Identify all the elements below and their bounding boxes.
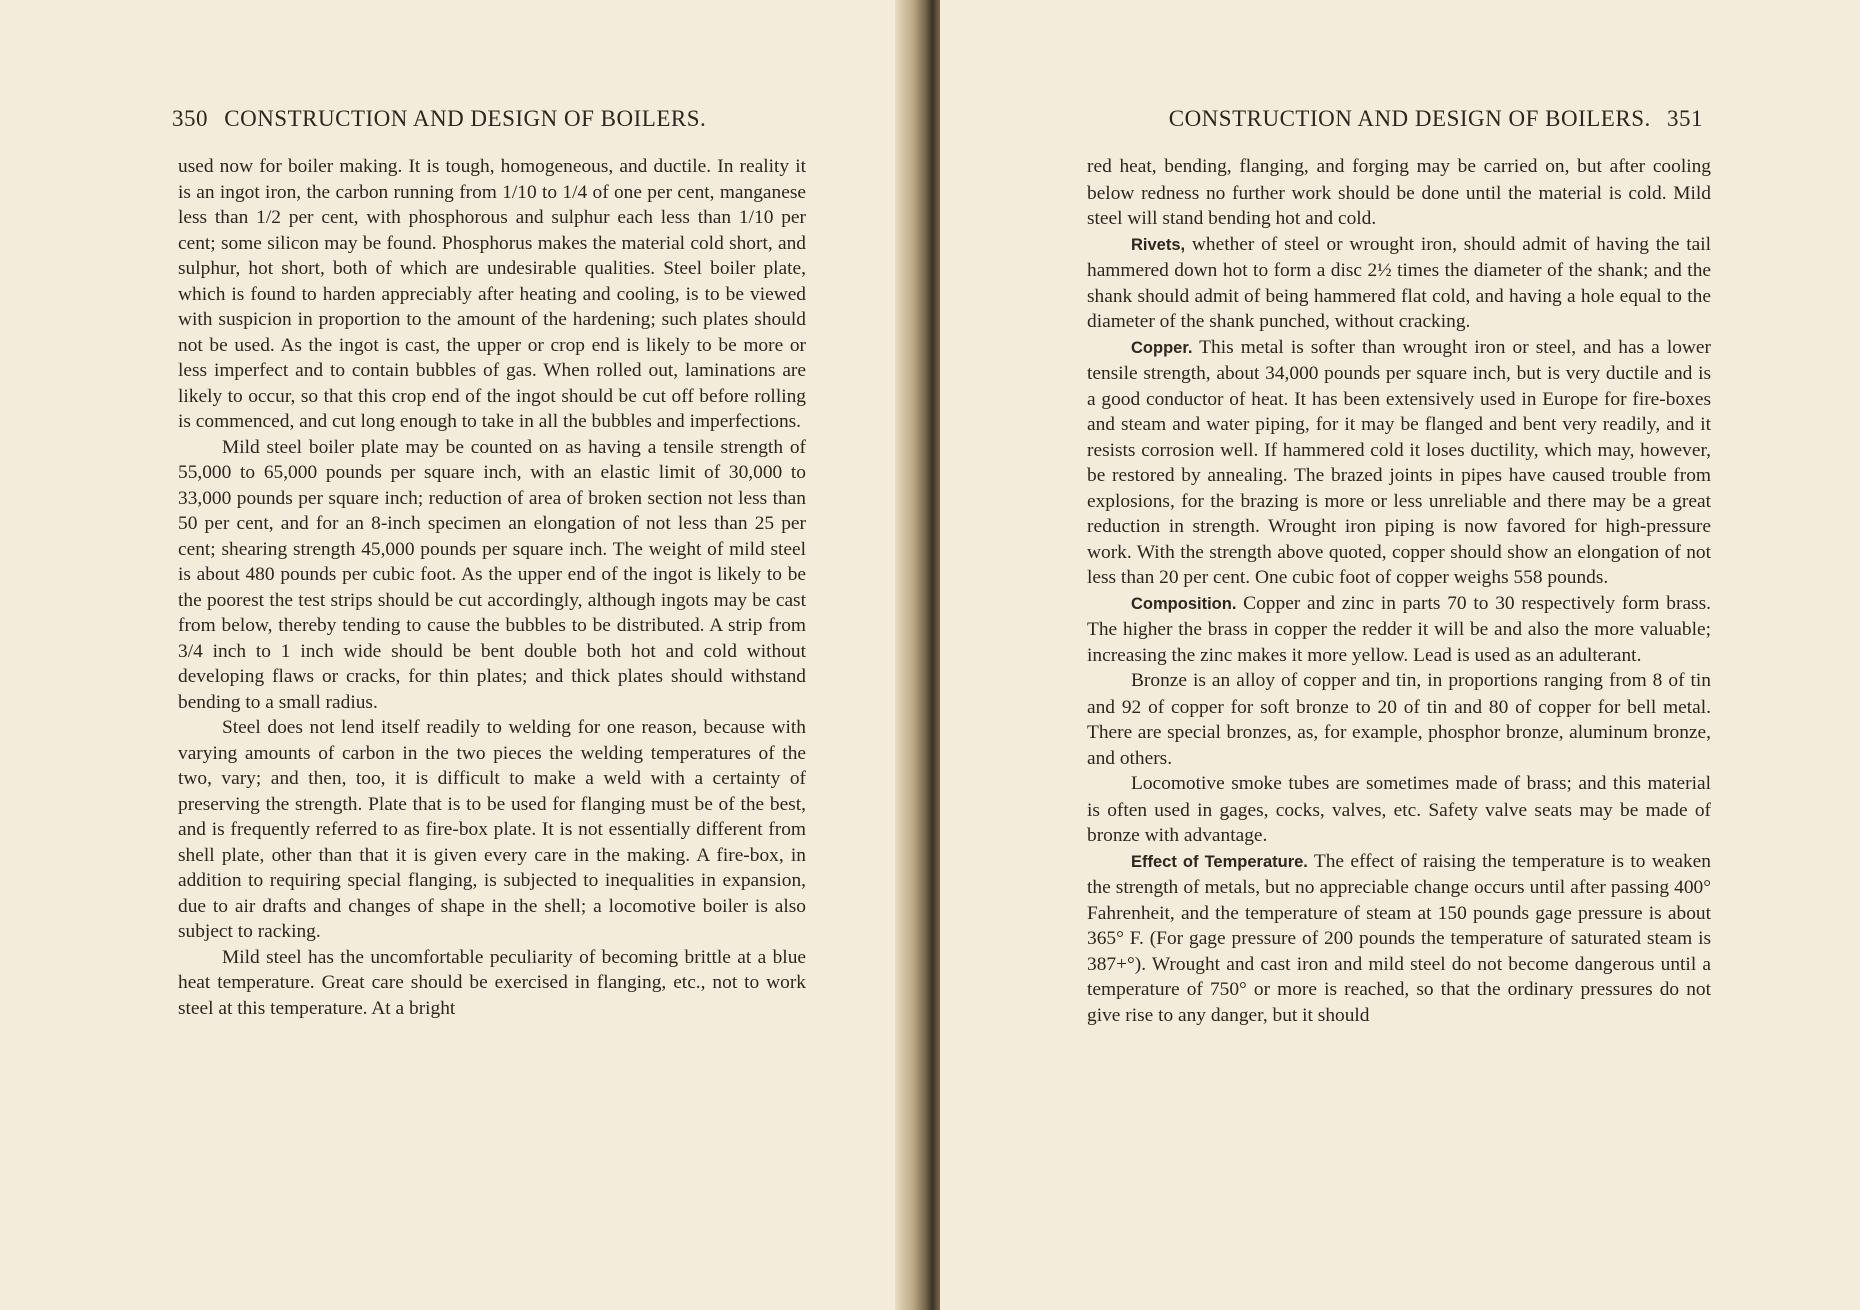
right-paragraph: Copper. This metal is softer than wrought iron or steel, and has a lower tensile strength, about 34,000 pounds per square inch, but is very ductile and is a good conductor of heat. It has been extensively used in Europe for fire-boxes and steam and water piping, for it may be flanged and bent very readily, and it resists corrosion well. If hammered cold it loses ductility, which may, however, be restored by annealing. The brazed joints in pipes have caused trouble from explosions, for the brazing is more or less unreliable and there may be a great reduction in strength. Wrought iron piping is now favored for high-pressure work. With the strength above quoted, copper should show an elongation of not less than 20 per cent. One cubic foot of copper weighs 558 pounds.	[1087, 336, 1711, 588]
right-paragraph: Effect of Temperature. The effect of raising the temperature is to weaken the strength of metals, but no appreciable change occurs until after passing 400° Fahrenheit, and the temperature of steam at 150 pounds gage pressure is about 365° F. (For gage pressure of 200 pounds the temperature of saturated steam is 387+°). Wrought and cast iron and mild steel do not become dangerous until a temperature of 750° or more is reached, so that the ordinary pressures do not give rise to any danger, but it should	[1087, 850, 1711, 1026]
section-heading: Rivets,	[1131, 235, 1186, 254]
left-page	[0, 0, 910, 1310]
right-paragraph: Bronze is an alloy of copper and tin, in proportions ranging from 8 of tin and 92 of copper for soft bronze to 20 of tin and 80 of copper for bell metal. There are special bronzes, as, for example, phosphor bronze, aluminum bronze, and others.	[1087, 670, 1711, 769]
right-body-text	[1087, 154, 1711, 1028]
left-paragraph: Mild steel boiler plate may be counted on as having a tensile strength of 55,000 to 65,000 pounds per square inch, with an elastic limit of 30,000 to 33,000 pounds per square inch; reduction of area of broken section not less than 50 per cent, and for an 8-inch specimen an elongation of not less than 25 per cent; shearing strength 45,000 pounds per square inch. The weight of mild steel is about 480 pounds per cubic foot. As the upper end of the ingot is likely to be the poorest the test strips should be cut accordingly, although ingots may be cast from below, thereby tending to cause the bubbles to be distributed. A strip from 3/4 inch to 1 inch wide should be bent double both hot and cold without developing flaws or cracks, for thin plates; and thick plates should withstand bending to a small radius.	[178, 436, 806, 713]
right-running-title: CONSTRUCTION AND DESIGN OF BOILERS.	[1168, 106, 1651, 131]
right-page-number: 351	[1667, 106, 1703, 131]
right-running-head	[1145, 106, 1713, 132]
right-page	[940, 0, 1860, 1310]
section-heading: Composition.	[1131, 594, 1237, 613]
right-paragraph: Locomotive smoke tubes are sometimes made of brass; and this material is often used in gages, cocks, valves, etc. Safety valve seats may be made of bronze with advantage.	[1087, 773, 1711, 846]
left-page-number: 350	[172, 106, 208, 131]
left-paragraph: used now for boiler making. It is tough, homogeneous, and ductile. In reality it is an ingot iron, the carbon running from 1/10 to 1/4 of one per cent, manganese less than 1/2 per cent, with phosphorous and sulphur each less than 1/10 per cent; some silicon may be found. Phosphorus makes the material cold short, and sulphur, hot short, both of which are undesirable qualities. Steel boiler plate, which is found to harden appreciably after heating and cooling, is to be viewed with suspicion in proportion to the amount of the hardening; such plates should not be used. As the ingot is cast, the upper or crop end is likely to be more or less imperfect and to contain bubbles of gas. When rolled out, laminations are likely to occur, so that this crop end of the ingot should be cut off before rolling is commenced, and cut long enough to take in all the bubbles and imperfections.	[178, 156, 806, 432]
right-paragraph: red heat, bending, flanging, and forging may be carried on, but after cooling below redness no further work should be done until the material is cold. Mild steel will stand bending hot and cold.	[1087, 156, 1711, 229]
left-paragraph: Steel does not lend itself readily to welding for one reason, because with varying amounts of carbon in the two pieces the welding temperatures of the two, vary; and then, too, it is difficult to make a weld with a certainty of preserving the strength. Plate that is to be used for flanging must be of the best, and is frequently referred to as fire-box plate. It is not essentially different from shell plate, other than that it is given every care in the making. A fire-box, in addition to requiring special flanging, is subjected to inequalities in expansion, due to air drafts and changes of shape in the shell; a locomotive boiler is also subject to racking.	[178, 717, 806, 942]
left-running-head	[172, 106, 802, 132]
left-running-title: CONSTRUCTION AND DESIGN OF BOILERS.	[224, 106, 707, 131]
right-paragraph: Rivets, whether of steel or wrought iron, should admit of having the tail hammered down hot to form a disc 2½ times the diameter of the shank; and the shank should admit of being hammered flat cold, and having a hole equal to the diameter of the shank punched, without cracking.	[1087, 233, 1711, 332]
section-heading: Copper.	[1131, 338, 1193, 357]
section-heading: Effect of Temperature.	[1131, 852, 1308, 871]
left-paragraph: Mild steel has the uncomfortable peculiarity of becoming brittle at a blue heat temperature. Great care should be exercised in flanging, etc., not to work steel at this temperature. At a bright	[178, 946, 806, 1019]
left-body-text	[178, 154, 806, 1021]
right-paragraph: Composition. Copper and zinc in parts 70 to 30 respectively form brass. The higher the brass in copper the redder it will be and also the more valuable; increasing the zinc makes it more yellow. Lead is used as an adulterant.	[1087, 592, 1711, 666]
